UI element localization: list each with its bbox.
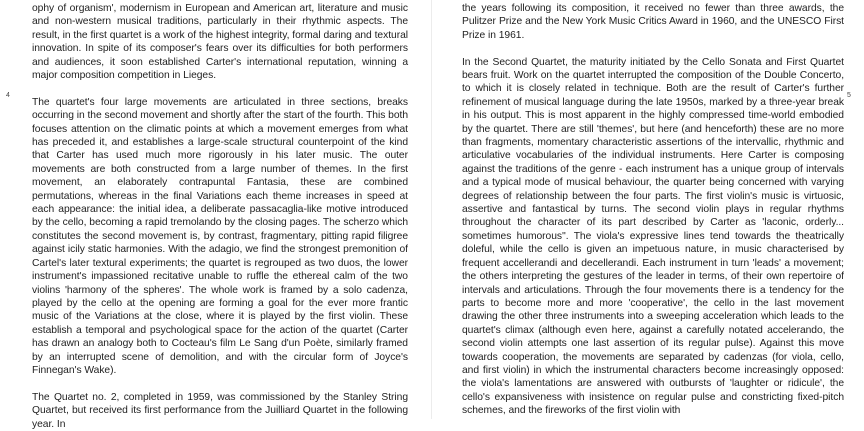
page-number: 5 [847, 92, 851, 99]
paragraph: The Quartet no. 2, completed in 1959, was commissioned by the Stanley String Quartet, but received its first performance from the Juilliard Quartet in the following year. In [32, 391, 408, 430]
paragraph: The quartet's four large movements are articulated in three sections, breaks occurring in the second movement and shortly after the start of the fourth. This both focuses attention on the climatic points at which a movement emerges from what has preceded it, and establishes a large-scale structural counterpoint of the kind that Carter has used much more rigorously in his later music. The outer movements are both constructed from a large number of themes. In the first movement, an elaborately contrapuntal Fantasia, these are combined permutations, whereas in the final Variations each theme increases in speed at each appearance: the initial idea, a deliberate passacaglia-like motive introduced by the cello, becoming a rapid tremolando by the closing pages. The scherzo which constitutes the second movement is, by contrast, fragmentary, pitting rapid filigree against icily static harmonies. With the adagio, we find the strongest premonition of Cartel's later textural experiments; the quartet is regrouped as two duos, the lower instrument's impassioned recitative unable to ruffle the ethereal calm of the two violins 'harmony of the spheres'. The whole work is framed by a solo cadenza, played by the cello at the opening are forming a goal for the ever more frantic music of the Variations at the close, where it is played by the first violin. These establish a temporal and psychological space for the action of the quartet (Carter has drawn an analogy both to Cocteau's film Le Sang d'un Poète, similarly framed by an interrupted scene of demolition, and with the circular form of Joyce's Finnegan's Wake). [32, 96, 408, 376]
paragraph: ophy of organism', modernism in European and American art, literature and music and non-western musical traditions, particularly in their rhythmic aspects. The result, in the first quartet is a work of the highest integrity, formal daring and textural innovation. In spite of its composer's fears over its difficulties for both performers and audiences, it soon established Carter's international reputation, winning a major composition competition in Lieges. [32, 3, 408, 82]
paragraph: In the Second Quartet, the maturity initiated by the Cello Sonata and First Quartet bears fruit. Work on the quartet interrupted the composition of the Double Concerto, to which it is closely related in technique. Both are the result of Carter's further refinement of musical language during the late 1950s, marked by a three-year break in his output. This is most apparent in the highly compressed time-world embodied by the quartet. There are still 'themes', but here (and henceforth) these are no more than fragments, momentary characteristic assertions of the intervallic, rhythmic and articulative vocabularies of the individual instruments. Here Carter is composing against the traditions of the genre - each instrument has a unique group of intervals and a typical mode of musical behaviour, the quarter being concerned with varying degrees of relationship between the four parts. The first violin's music is virtuosic, assertive and fantastical by turns. The second violin plays in regular rhythms throughout the character of its part described by Carter as 'laconic, orderly... sometimes humorous''. The viola's expressive lines tend towards the theatrically doleful, while the cello is given an impetuous nature, in music characterised by frequent accellerandi and decellerandi. Each instrument in turn 'leads' a movement; the others interpreting the gestures of the leader in terms, of their own repertoire of intervals and articulations. Through the four movements there is a tendency for the parts to become more and more 'cooperative', the cello in the last movement drawing the other three instruments into a sweeping acceleration which leads to the quartet's climax (although even here, against a carefully notated accelerando, the second violin attempts one last assertion of its regular pulse). Against this move towards cooperation, the movements are separated by cadenzas (for viola, cello, and first violin) in which the instrumental characters become increasingly opposed: the viola's lamentations are answered with outbursts of 'laughter or ridicule', the cello's expansiveness with insistence on regular pulse and constricting fixed-pitch schemes, and the fireworks of the first violin with [462, 56, 844, 417]
right-page [432, 0, 864, 419]
left-page [0, 0, 432, 430]
page-number: 4 [6, 92, 10, 99]
text-column [462, 2, 844, 418]
text-column [32, 2, 408, 431]
paragraph: the years following its composition, it received no fewer than three awards, the Pulitzer Prize and the New York Music Critics Award in 1960, and the UNESCO First Prize in 1961. [462, 3, 844, 41]
